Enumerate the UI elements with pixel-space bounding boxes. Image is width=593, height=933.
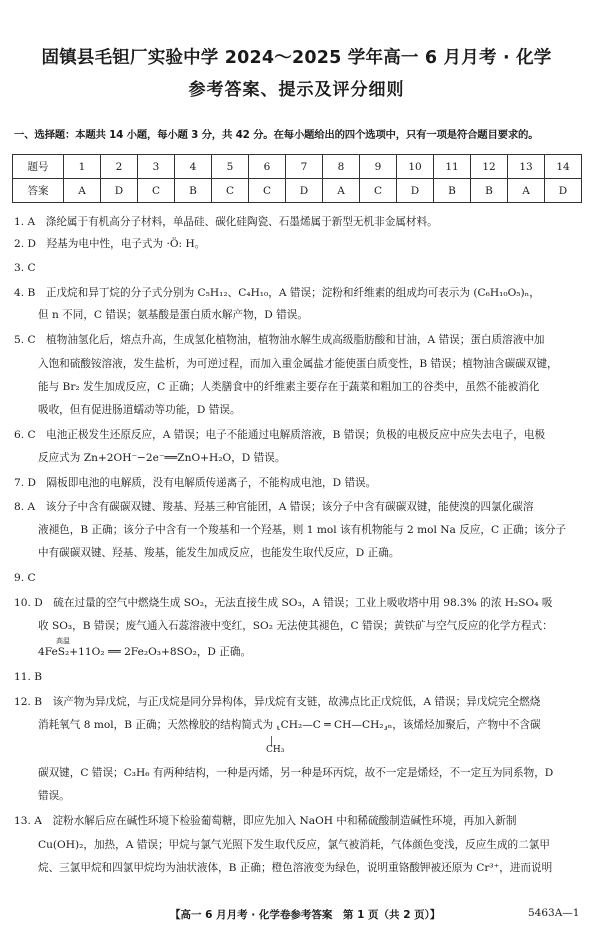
- answer-cell: D: [286, 179, 323, 203]
- question-number: 4: [175, 155, 212, 179]
- explanation-line-q8: 8. A 该分子中含有碳碳双键、羧基、羟基三种官能团，A 错误；该分子中含有碳碳双键，能使溴的四氯化碳溶: [14, 501, 534, 513]
- explanation-line: 消耗氧气 8 mol，B 正确；天然橡胶的结构简式为 ⸤CH₂—C ═ CH—CH₂⸥ₙ，该烯烃加聚后，产物中不含碳: [38, 719, 541, 731]
- document-title: 固镇县毛钽厂实验中学 2024～2025 学年高一 6 月月考 · 化学: [41, 48, 552, 68]
- answer-cell: A: [64, 179, 101, 203]
- explanation-line: 收 SO₃，B 错误；废气通入石蕊溶液中变红，SO₂ 无法使其褪色，C 错误；黄铁矿与空气反应的化学方程式：: [38, 620, 553, 632]
- answer-cell: B: [175, 179, 212, 203]
- question-number: 8: [323, 155, 360, 179]
- answer-cell: C: [138, 179, 175, 203]
- explanation-line-q1: 1. A 涤纶属于有机高分子材料，单晶硅、碳化硅陶瓷、石墨烯属于新型无机非金属材料。: [14, 216, 438, 228]
- explanation-line-q9: 9. C: [14, 572, 36, 584]
- explanation-line-q3: 3. C: [14, 262, 36, 274]
- explanation-line-q5: 5. C 植物油氢化后，熔点升高，生成氢化植物油，植物油水解生成高级脂肪酸和甘油，A 错误；蛋白质溶液中加: [14, 334, 545, 346]
- question-number: 12: [471, 155, 508, 179]
- footer-text: 【高一 6 月月考 · 化学卷参考答案 第 1 页（共 2 页）】: [170, 909, 441, 921]
- question-number: 1: [64, 155, 101, 179]
- answer-cell: B: [434, 179, 471, 203]
- structure-substituent: CH₃: [266, 745, 285, 755]
- explanation-line-q11: 11. B: [14, 671, 42, 683]
- question-number: 9: [360, 155, 397, 179]
- question-number: 10: [397, 155, 434, 179]
- explanation-line: Cu(OH)₂，加热，A 错误；甲烷与氯气光照下发生取代反应，氯气被消耗，气体颜色变浅，反应生成的二氯甲: [38, 839, 550, 851]
- explanation-line: 错误。: [38, 790, 70, 802]
- answer-cell: A: [508, 179, 545, 203]
- answer-cell: D: [101, 179, 138, 203]
- explanation-line-q10: 10. D 硫在过量的空气中燃烧生成 SO₂，无法直接生成 SO₃，A 错误；工业上吸收塔中用 98.3% 的浓 H₂SO₄ 吸: [14, 597, 553, 609]
- answer-cell: A: [323, 179, 360, 203]
- answer-cell: C: [212, 179, 249, 203]
- explanation-line-q6: 6. C 电池正极发生还原反应，A 错误；电子不能通过电解质溶液，B 错误；负极的电极反应中应失去电子，电极: [14, 429, 546, 441]
- question-number: 5: [212, 155, 249, 179]
- structure-vertical-bond: |: [270, 736, 274, 746]
- footer-code: 5463A—1: [528, 907, 580, 919]
- explanation-line: 碳双键，C 错误；C₃H₆ 有两种结构，一种是丙烯，另一种是环丙烷，故不一定是烯烃，不一定互为同系物，D: [38, 767, 554, 779]
- answer-cell: C: [360, 179, 397, 203]
- question-number: 6: [249, 155, 286, 179]
- answer-table: [12, 154, 582, 203]
- explanation-line-q7: 7. D 隔板即电池的电解质，没有电解质传递离子，不能构成电池，D 错误。: [14, 477, 377, 489]
- explanation-line-q4: 4. B 正戊烷和异丁烷的分子式分别为 C₅H₁₂、C₄H₁₀，A 错误；淀粉和纤维素的组成均可表示为 (C₆H₁₀O₅)ₙ，: [14, 287, 540, 299]
- explanation-line: 烷、三氯甲烷和四氯甲烷均为油状液体，B 正确；橙色溶液变为绿色，说明重铬酸钾被还原为 Cr³⁺，进而说明: [38, 862, 553, 874]
- chemical-equation-line: 4FeS₂+11O₂ ══ 2Fe₂O₃+8SO₂，D 正确。: [38, 646, 252, 658]
- answer-table-answer-row: [13, 179, 582, 203]
- row-label-answer: 答案: [13, 179, 64, 203]
- question-number: 11: [434, 155, 471, 179]
- explanation-line: 反应式为 Zn+2OH⁻−2e⁻══ZnO+H₂O，D 错误。: [38, 452, 286, 464]
- explanation-line-q2: 2. D 羟基为电中性，电子式为 ·Ö: H。: [14, 238, 206, 250]
- document-subtitle: 参考答案、提示及评分细则: [188, 80, 405, 100]
- explanation-line: 入饱和硫酸铵溶液，发生盐析，为可逆过程，而加入重金属盐才能使蛋白质变性，B 错误；植物油含碳碳双键，: [38, 358, 558, 370]
- explanation-line: 但 n 不同，C 错误；氨基酸是蛋白质水解产物，D 错误。: [38, 309, 308, 321]
- explanation-line: 吸收，但有促进肠道蠕动等功能，D 错误。: [38, 404, 241, 416]
- section-heading: 一、选择题：本题共 14 小题，每小题 3 分，共 42 分。在每小题给出的四个选项中，只有一项是符合题目要求的。: [14, 129, 539, 141]
- explanation-line-q13: 13. A 淀粉水解后应在碱性环境下检验葡萄糖，即应先加入 NaOH 中和稀硫酸制造碱性环境，再加入新制: [14, 815, 517, 827]
- row-label-number: 题号: [13, 155, 64, 179]
- answer-cell: C: [249, 179, 286, 203]
- answer-cell: D: [545, 179, 582, 203]
- question-number: 3: [138, 155, 175, 179]
- explanation-line: 液褪色，B 正确；该分子中含有一个羧基和一个羟基，则 1 mol 该有机物能与 2 mol Na 反应，C 正确；该分子: [38, 524, 567, 536]
- answer-table-number-row: [13, 155, 582, 179]
- question-number: 14: [545, 155, 582, 179]
- reaction-condition-label: 高温: [56, 637, 70, 645]
- question-number: 7: [286, 155, 323, 179]
- question-number: 13: [508, 155, 545, 179]
- explanation-line: 中有碳碳双键、羟基、羧基，能发生加成反应，也能发生取代反应，D 正确。: [38, 547, 400, 559]
- answer-cell: B: [471, 179, 508, 203]
- explanation-line-q12: 12. B 该产物为异戊烷，与正戊烷是同分异构体，异戊烷有支链，故沸点比正戊烷低，A 错误；异戊烷完全燃烧: [14, 696, 541, 708]
- explanation-line: 能与 Br₂ 发生加成反应，C 正确；人类膳食中的纤维素主要存在于蔬菜和粗加工的谷类中，虽然不能被消化: [38, 381, 540, 393]
- question-number: 2: [101, 155, 138, 179]
- answer-cell: D: [397, 179, 434, 203]
